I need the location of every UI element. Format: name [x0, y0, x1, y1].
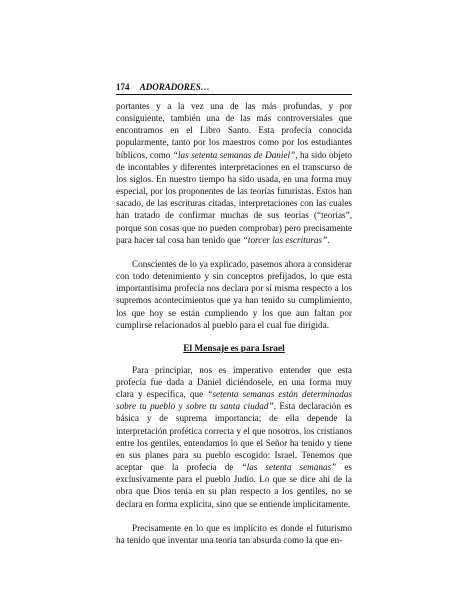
paragraph-3-italic-1: “setenta semanas están determinadas sobre tu pueblo y sobre tu santa ciudad” — [116, 389, 352, 412]
paragraph-4: Precisamente en lo que es implícito es donde el futurismo ha tenido que inventar una teoría tan absurda como la que en- — [116, 522, 352, 545]
section-heading: El Mensaje es para Israel — [183, 343, 285, 354]
paragraph-1-text-3: . — [327, 234, 330, 245]
paragraph-3-italic-2: “las setenta semanas” — [241, 462, 337, 473]
page-number: 174 — [116, 82, 130, 92]
paragraph-spacer — [116, 510, 352, 522]
paragraph-spacer — [116, 246, 352, 258]
paragraph-3 — [116, 364, 352, 510]
header-rule — [116, 94, 352, 95]
paragraph-1-text-1: portantes y a la vez una de las más profundas, y por consiguiente, también una de las más controversiales que encontramos en el Libro Santo. Esta profecía conocida popularmente, tanto por los maestros como por los estudiantes bíblicos, como — [116, 101, 352, 160]
paragraph-1-text-2: , ha sido objeto de incontables y diferentes interpretaciones en el transcurso de los siglos. En nuestro tiempo ha sido usada, en una forma muy especial, por los proponentes de las teorías futuristas. Estos han sacado, de las escrituras citadas, interpretaciones con las cuales han tratado de confirmar muchas de sus teorías (“teorías”, porque son cosas que no pueden comprobar) pero precisamente para hacer tal cosa han tenido que — [116, 149, 352, 245]
paragraph-spacer — [116, 355, 352, 364]
paragraph-1 — [116, 100, 352, 246]
paragraph-3-text-3: es exclusivamente para el pueblo Judío. Lo que se dice ahí de la obra que Dios tenía en su plan respecto a los gentiles, no se declara en forma explícita, sino que se entiende implícitamente. — [116, 462, 352, 509]
paragraph-1-italic-1: “las setenta semanas de Daniel” — [172, 149, 296, 160]
paragraph-3-text-1: Para principiar, nos es imperativo entender que esta profecía fue dada a Daniel diciéndosele, en una forma muy clara y específica, que — [116, 364, 352, 400]
running-head — [116, 82, 352, 93]
page-body — [116, 100, 352, 546]
paragraph-1-italic-2: “torcer las escrituras” — [242, 234, 328, 245]
paragraph-3-text-2: . Esta declaración es básica y de suprema importancia; de ella depende la interpretación profética correcta y el que nosotros, los cristianos entre los gentiles, entendamos lo que el Señor ha tenido y tiene en sus planes para su pueblo escogido: Israel. Tenemos que aceptar que la profecía de — [116, 401, 352, 473]
paragraph-spacer — [116, 331, 352, 343]
running-head-title: ADORADORES… — [139, 82, 210, 92]
paragraph-2: Conscientes de lo ya explicado, pasemos ahora a considerar con todo detenimiento y sin conceptos prefijados, lo que esta importantísima profecía nos declara por sí misma respecto a los supremos acontecimientos que ya han tenido su cumplimiento, los que hoy se están cumpliendo y los que aun faltan por cumplirse relacionados al pueblo para el cual fue dirigida. — [116, 258, 352, 330]
